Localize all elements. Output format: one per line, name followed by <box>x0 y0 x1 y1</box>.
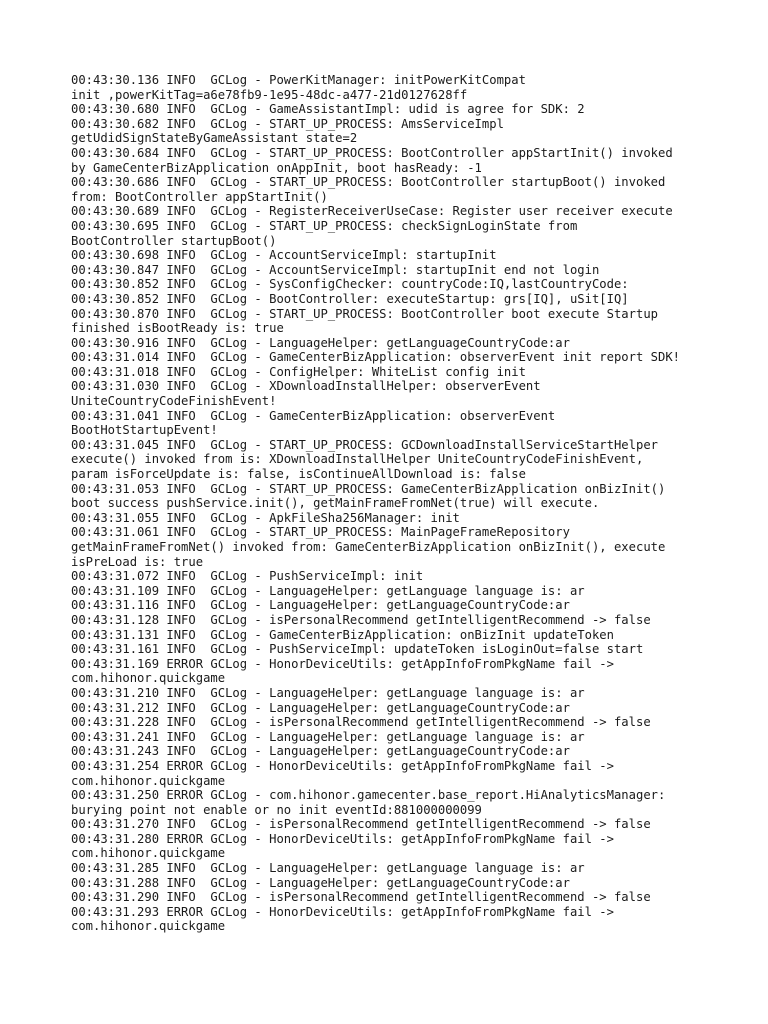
log-line: 00:43:31.212 INFO GCLog - LanguageHelper: getLanguageCountryCode:ar <box>71 700 570 715</box>
log-line: 00:43:30.136 INFO GCLog - PowerKitManager: initPowerKitCompat <box>71 73 526 87</box>
log-line: 00:43:31.290 INFO GCLog - isPersonalRecommend getIntelligentRecommend -> false <box>71 890 651 905</box>
log-line: com.hihonor.quickgame <box>71 846 226 861</box>
log-line: 00:43:31.228 INFO GCLog - isPersonalRecommend getIntelligentRecommend -> false <box>71 715 651 730</box>
log-line: 00:43:30.870 INFO GCLog - START_UP_PROCESS: BootController boot execute Startup <box>71 306 658 321</box>
log-line: 00:43:31.131 INFO GCLog - GameCenterBizApplication: onBizInit updateToken <box>71 627 614 642</box>
log-line: 00:43:30.852 INFO GCLog - SysConfigChecker: countryCode:IQ,lastCountryCode: <box>71 277 629 292</box>
log-line: 00:43:31.055 INFO GCLog - ApkFileSha256Manager: init <box>71 510 460 525</box>
log-line: 00:43:30.852 INFO GCLog - BootController: executeStartup: grs[IQ], uSit[IQ] <box>71 291 629 306</box>
log-line: param isForceUpdate is: false, isContinueAllDownload is: false <box>71 467 526 482</box>
log-line: 00:43:31.161 INFO GCLog - PushServiceImpl: updateToken isLoginOut=false start <box>71 642 644 657</box>
log-line: 00:43:30.680 INFO GCLog - GameAssistantImpl: udid is agree for SDK: 2 <box>71 102 585 117</box>
log-line: 00:43:30.689 INFO GCLog - RegisterReceiverUseCase: Register user receiver execute <box>71 204 673 219</box>
log-line: 00:43:31.243 INFO GCLog - LanguageHelper: getLanguageCountryCode:ar <box>71 744 570 759</box>
log-line: 00:43:31.280 ERROR GCLog - HonorDeviceUtils: getAppInfoFromPkgName fail -> <box>71 831 614 846</box>
log-line: 00:43:31.169 ERROR GCLog - HonorDeviceUtils: getAppInfoFromPkgName fail -> <box>71 656 614 671</box>
log-line: com.hihonor.quickgame <box>71 919 226 934</box>
log-line: 00:43:31.241 INFO GCLog - LanguageHelper: getLanguage language is: ar <box>71 729 585 744</box>
log-line: execute() invoked from is: XDownloadInstallHelper UniteCountryCodeFinishEvent, <box>71 452 644 467</box>
log-line: BootController startupBoot() <box>71 233 277 248</box>
log-line: 00:43:30.695 INFO GCLog - START_UP_PROCESS: checkSignLoginState from <box>71 218 578 233</box>
log-line: 00:43:31.116 INFO GCLog - LanguageHelper: getLanguageCountryCode:ar <box>71 598 570 613</box>
log-line: finished isBootReady is: true <box>71 321 284 336</box>
log-line: 00:43:30.684 INFO GCLog - START_UP_PROCESS: BootController appStartInit() invoked <box>71 145 673 160</box>
log-line: 00:43:31.270 INFO GCLog - isPersonalRecommend getIntelligentRecommend -> false <box>71 817 651 832</box>
log-line: 00:43:31.045 INFO GCLog - START_UP_PROCESS: GCDownloadInstallServiceStartHelper <box>71 437 658 452</box>
log-line: 00:43:31.053 INFO GCLog - START_UP_PROCESS: GameCenterBizApplication onBizInit() <box>71 481 666 496</box>
log-line: 00:43:31.030 INFO GCLog - XDownloadInstallHelper: observerEvent <box>71 379 541 394</box>
log-line: 00:43:31.285 INFO GCLog - LanguageHelper: getLanguage language is: ar <box>71 861 585 876</box>
log-line: 00:43:31.128 INFO GCLog - isPersonalRecommend getIntelligentRecommend -> false <box>71 612 651 627</box>
log-line: UniteCountryCodeFinishEvent! <box>71 394 277 409</box>
log-line: 00:43:30.698 INFO GCLog - AccountServiceImpl: startupInit <box>71 248 497 263</box>
log-document <box>71 73 751 934</box>
log-line: 00:43:31.210 INFO GCLog - LanguageHelper: getLanguage language is: ar <box>71 685 585 700</box>
log-line: 00:43:31.250 ERROR GCLog - com.hihonor.gamecenter.base_report.HiAnalyticsManager: <box>71 788 666 803</box>
log-line: 00:43:30.686 INFO GCLog - START_UP_PROCESS: BootController startupBoot() invoked <box>71 175 666 190</box>
log-line: 00:43:30.847 INFO GCLog - AccountServiceImpl: startupInit end not login <box>71 262 600 277</box>
log-line: 00:43:31.018 INFO GCLog - ConfigHelper: WhiteList config init <box>71 364 526 379</box>
log-line: from: BootController appStartInit() <box>71 189 328 204</box>
log-line: getUdidSignStateByGameAssistant state=2 <box>71 131 358 146</box>
log-line: 00:43:31.288 INFO GCLog - LanguageHelper: getLanguageCountryCode:ar <box>71 875 570 890</box>
log-line: getMainFrameFromNet() invoked from: GameCenterBizApplication onBizInit(), execute <box>71 540 666 554</box>
log-line: 00:43:31.014 INFO GCLog - GameCenterBizApplication: observerEvent init report SDK! <box>71 350 681 365</box>
log-line: 00:43:31.041 INFO GCLog - GameCenterBizApplication: observerEvent <box>71 408 556 423</box>
log-line: isPreLoad is: true <box>71 554 204 569</box>
log-line: 00:43:31.254 ERROR GCLog - HonorDeviceUtils: getAppInfoFromPkgName fail -> <box>71 758 614 773</box>
log-line: 00:43:31.072 INFO GCLog - PushServiceImpl: init <box>71 569 424 584</box>
log-line: 00:43:30.682 INFO GCLog - START_UP_PROCESS: AmsServiceImpl <box>71 116 504 131</box>
log-line: boot success pushService.init(), getMainFrameFromNet(true) will execute. <box>71 496 600 511</box>
log-line: 00:43:31.109 INFO GCLog - LanguageHelper: getLanguage language is: ar <box>71 583 585 598</box>
log-line: by GameCenterBizApplication onAppInit, boot hasReady: -1 <box>71 160 482 175</box>
log-line: 00:43:30.916 INFO GCLog - LanguageHelper: getLanguageCountryCode:ar <box>71 335 570 350</box>
log-line: 00:43:31.061 INFO GCLog - START_UP_PROCESS: MainPageFrameRepository <box>71 525 570 540</box>
log-text-block <box>71 73 751 934</box>
log-line: 00:43:31.293 ERROR GCLog - HonorDeviceUtils: getAppInfoFromPkgName fail -> <box>71 904 614 919</box>
log-line: com.hihonor.quickgame <box>71 671 226 686</box>
log-line: com.hihonor.quickgame <box>71 773 226 788</box>
log-line: BootHotStartupEvent! <box>71 423 218 438</box>
log-line: init ,powerKitTag=a6e78fb9-1e95-48dc-a477-21d0127628ff <box>71 87 468 102</box>
log-line: burying point not enable or no init eventId:881000000099 <box>71 802 482 817</box>
